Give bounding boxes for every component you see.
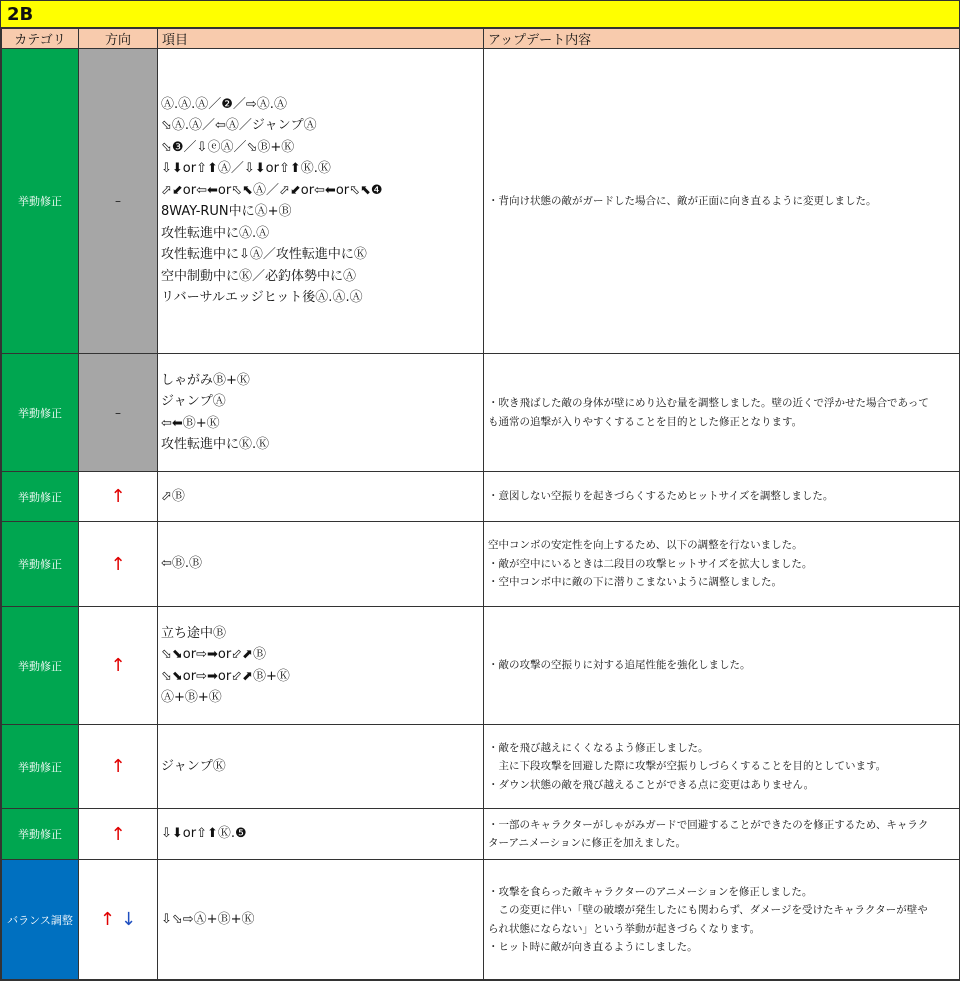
item-cell bbox=[158, 725, 484, 809]
item-cell bbox=[158, 860, 484, 980]
update-content-line: も通常の追撃が入りやすくすることを目的とした修正となります。 bbox=[488, 415, 803, 428]
header-item: 項目 bbox=[158, 29, 484, 49]
command-line: 8WAY-RUN中にⒶ+Ⓑ bbox=[161, 204, 292, 219]
update-content-cell bbox=[484, 522, 960, 607]
direction-cell bbox=[79, 809, 158, 860]
command-line: 攻性転進中にⒶ.Ⓐ bbox=[161, 225, 270, 241]
category-cell: 挙動修正 bbox=[2, 522, 79, 607]
update-table bbox=[1, 28, 960, 980]
command-line: Ⓐ.Ⓐ.Ⓐ／❷／⇨Ⓐ.Ⓐ bbox=[161, 96, 287, 112]
table-row bbox=[2, 860, 960, 980]
command-line: ⬂❸／⇩ⓔⒶ／⬂Ⓑ+Ⓚ bbox=[161, 139, 295, 155]
category-cell: 挙動修正 bbox=[2, 354, 79, 472]
category-cell: 挙動修正 bbox=[2, 49, 79, 354]
category-cell: 挙動修正 bbox=[2, 607, 79, 725]
category-cell: 挙動修正 bbox=[2, 725, 79, 809]
update-content-line: られ状態にならない」という挙動が起きづらくなります。 bbox=[488, 922, 761, 935]
command-line: ⬂⬊or⇨➡or⬃⬈Ⓑ+Ⓚ bbox=[161, 668, 290, 684]
category-cell: 挙動修正 bbox=[2, 472, 79, 522]
up-arrow-icon: ↑ bbox=[110, 756, 126, 777]
command-line: ⇦⬅Ⓑ+Ⓚ bbox=[161, 415, 220, 431]
command-line: ⬂⬊or⇨➡or⬃⬈Ⓑ bbox=[161, 647, 266, 662]
header-direction: 方向 bbox=[79, 29, 158, 49]
update-content-line: ・攻撃を食らった敵キャラクターのアニメーションを修正しました。 bbox=[488, 885, 813, 898]
command-line: リバーサルエッジヒット後Ⓐ.Ⓐ.Ⓐ bbox=[161, 290, 363, 305]
header-category: カテゴリ bbox=[2, 29, 79, 49]
section-title: 2B bbox=[1, 0, 959, 28]
command-line: しゃがみⒷ+Ⓚ bbox=[161, 372, 250, 388]
update-content-cell bbox=[484, 354, 960, 472]
direction-cell: – bbox=[79, 354, 158, 472]
direction-cell bbox=[79, 522, 158, 607]
table-row bbox=[2, 472, 960, 522]
item-cell bbox=[158, 522, 484, 607]
update-content-cell bbox=[484, 49, 960, 354]
update-content-line: 主に下段攻撃を回避した際に攻撃が空振りしづらくすることを目的としています。 bbox=[488, 760, 887, 773]
table-row bbox=[2, 522, 960, 607]
update-content-line: ・ヒット時に敵が向き直るようにしました。 bbox=[488, 941, 698, 953]
update-content-cell bbox=[484, 809, 960, 860]
command-line: 攻性転進中にⓀ.Ⓚ bbox=[161, 437, 270, 452]
direction-cell bbox=[79, 860, 158, 980]
direction-cell bbox=[79, 472, 158, 522]
command-line: 攻性転進中に⇩Ⓐ／攻性転進中にⓀ bbox=[161, 247, 367, 262]
direction-cell bbox=[79, 607, 158, 725]
table-row bbox=[2, 809, 960, 860]
command-line: ジャンプⒶ bbox=[161, 394, 226, 409]
update-content-line: ・一部のキャラクターがしゃがみガードで回避することができたのを修正するため、キャラク bbox=[488, 818, 929, 831]
up-arrow-icon: ↑ bbox=[110, 823, 126, 845]
up-arrow-icon: ↑ bbox=[99, 909, 115, 930]
command-line: 立ち途中Ⓑ bbox=[161, 625, 227, 641]
update-content-line: ターアニメーションに修正を加えました。 bbox=[488, 837, 687, 849]
up-arrow-icon: ↑ bbox=[110, 486, 126, 507]
update-content-line: ・ダウン状態の敵を飛び越えることができる点に変更はありません。 bbox=[488, 778, 815, 791]
table-row bbox=[2, 354, 960, 472]
command-line: 空中制動中にⓀ／必釣体勢中にⒶ bbox=[161, 268, 357, 284]
update-content-line: ・意図しない空振りを起きづらくするためヒットサイズを調整しました。 bbox=[488, 490, 834, 503]
command-line: ⬂Ⓐ.Ⓐ／⇦Ⓐ／ジャンプⒶ bbox=[161, 118, 317, 133]
command-line: ⬀⬋or⇦⬅or⬁⬉Ⓐ／⬀⬋or⇦⬅or⬁⬉❹ bbox=[161, 182, 383, 198]
command-line: ⇩⬇or⇧⬆Ⓐ／⇩⬇or⇧⬆Ⓚ.Ⓚ bbox=[161, 161, 331, 176]
table-row bbox=[2, 49, 960, 354]
up-arrow-icon: ↑ bbox=[110, 655, 126, 676]
item-cell bbox=[158, 607, 484, 725]
update-content-cell bbox=[484, 860, 960, 980]
update-content-line: 空中コンボの安定性を向上するため、以下の調整を行ないました。 bbox=[488, 539, 803, 552]
header-row bbox=[2, 29, 960, 49]
item-cell bbox=[158, 49, 484, 354]
category-cell: バランス調整 bbox=[2, 860, 79, 980]
update-content-cell bbox=[484, 725, 960, 809]
update-content-line: ・敵が空中にいるときは二段目の攻撃ヒットサイズを拡大しました。 bbox=[488, 557, 813, 570]
update-content-line: この変更に伴い「壁の破壊が発生したにも関わらず、ダメージを受けたキャラクターが壁や bbox=[488, 904, 928, 916]
update-content-cell bbox=[484, 607, 960, 725]
item-cell bbox=[158, 472, 484, 522]
update-content-cell bbox=[484, 472, 960, 522]
command-line: ジャンプⓀ bbox=[161, 758, 226, 774]
item-cell bbox=[158, 809, 484, 860]
update-content-line: ・敵の攻撃の空振りに対する追尾性能を強化しました。 bbox=[488, 659, 751, 672]
direction-cell bbox=[79, 725, 158, 809]
update-content-line: ・空中コンボ中に敵の下に潜りこまないように調整しました。 bbox=[488, 576, 782, 589]
command-line: ⇩⬇or⇧⬆Ⓚ.❺ bbox=[161, 826, 247, 842]
command-line: ⇩⬂⇨Ⓐ+Ⓑ+Ⓚ bbox=[161, 911, 255, 927]
down-arrow-icon: ↓ bbox=[121, 909, 137, 930]
command-line: ⇦Ⓑ.Ⓑ bbox=[161, 556, 203, 572]
update-content-line: ・背向け状態の敵がガードした場合に、敵が正面に向き直るように変更しました。 bbox=[488, 194, 877, 207]
table-body bbox=[2, 49, 960, 980]
table-row bbox=[2, 607, 960, 725]
up-arrow-icon: ↑ bbox=[110, 553, 126, 575]
category-cell: 挙動修正 bbox=[2, 809, 79, 860]
item-cell bbox=[158, 354, 484, 472]
table-row bbox=[2, 725, 960, 809]
direction-cell: – bbox=[79, 49, 158, 354]
command-line: Ⓐ+Ⓑ+Ⓚ bbox=[161, 690, 222, 705]
command-line: ⬀Ⓑ bbox=[161, 488, 185, 504]
update-content-line: ・敵を飛び越えにくくなるよう修正しました。 bbox=[488, 741, 709, 754]
header-update-content: アップデート内容 bbox=[484, 29, 960, 49]
update-content-line: ・吹き飛ばした敵の身体が壁にめり込む量を調整しました。壁の近くで浮かせた場合であって bbox=[488, 397, 929, 409]
